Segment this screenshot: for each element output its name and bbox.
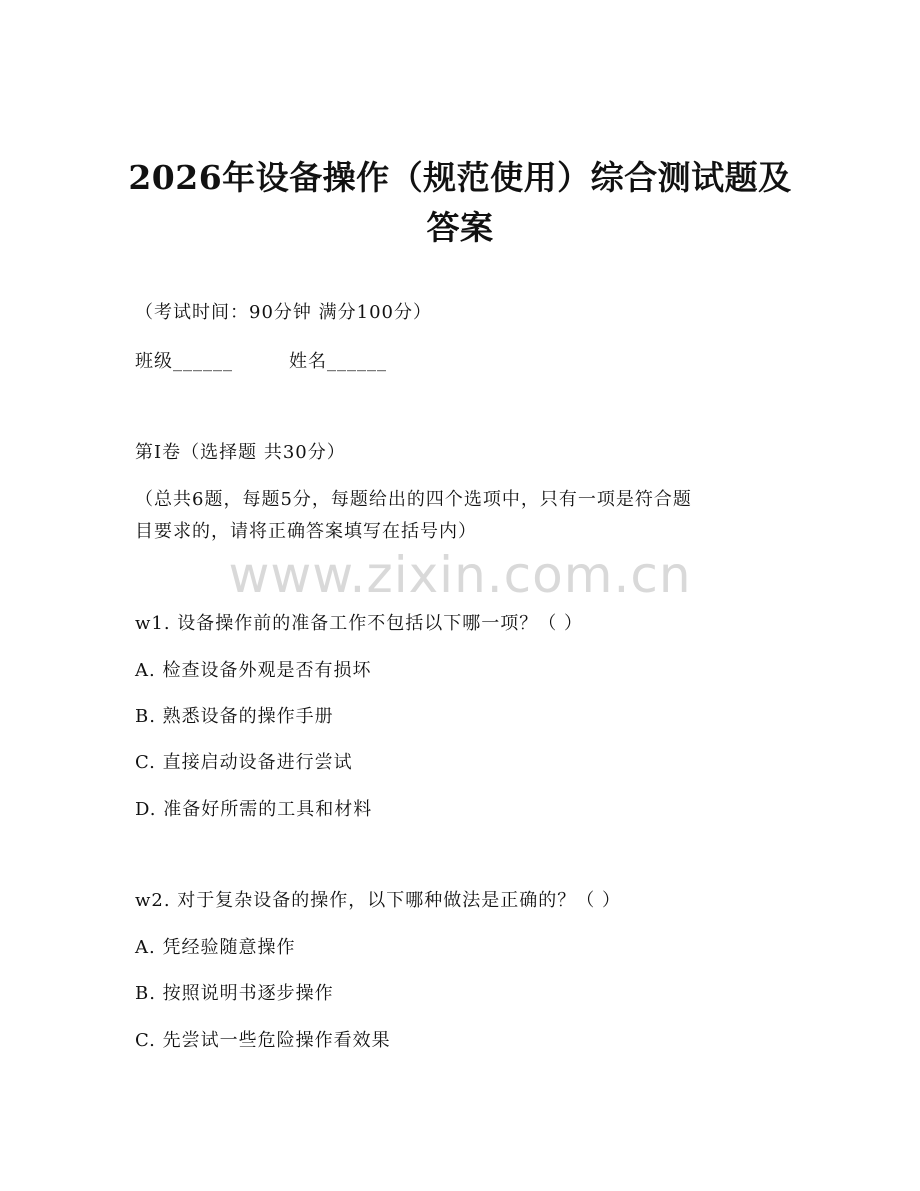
question-2-option-c: C. 先尝试一些危险操作看效果 bbox=[135, 1030, 391, 1051]
instructions-line-2: 目要求的，请将正确答案填写在括号内） bbox=[135, 521, 477, 542]
instructions-line-1: （总共6题，每题5分，每题给出的四个选项中，只有一项是符合题 bbox=[135, 489, 692, 510]
section-title: 第I卷（选择题 共30分） bbox=[135, 442, 346, 463]
question-1-option-c: C. 直接启动设备进行尝试 bbox=[135, 752, 353, 773]
question-2-option-a: A. 凭经验随意操作 bbox=[135, 937, 296, 958]
class-field-label: 班级______ bbox=[135, 351, 233, 372]
exam-info: （考试时间：90分钟 满分100分） bbox=[135, 302, 432, 323]
question-1-option-d: D. 准备好所需的工具和材料 bbox=[135, 799, 373, 820]
document-title-line-1: 2026年设备操作（规范使用）综合测试题及 bbox=[128, 158, 792, 197]
question-2-stem: w2. 对于复杂设备的操作，以下哪种做法是正确的？（ ） bbox=[135, 890, 622, 911]
question-1-stem: w1. 设备操作前的准备工作不包括以下哪一项？（ ） bbox=[135, 613, 584, 634]
document-title-line-2: 答案 bbox=[426, 208, 494, 247]
question-2-option-b: B. 按照说明书逐步操作 bbox=[135, 983, 334, 1004]
name-field-label: 姓名______ bbox=[289, 351, 387, 372]
question-1-option-b: B. 熟悉设备的操作手册 bbox=[135, 706, 334, 727]
student-info-row bbox=[135, 349, 387, 375]
question-1-option-a: A. 检查设备外观是否有损坏 bbox=[135, 660, 372, 681]
watermark: www.zixin.com.cn bbox=[228, 546, 692, 604]
